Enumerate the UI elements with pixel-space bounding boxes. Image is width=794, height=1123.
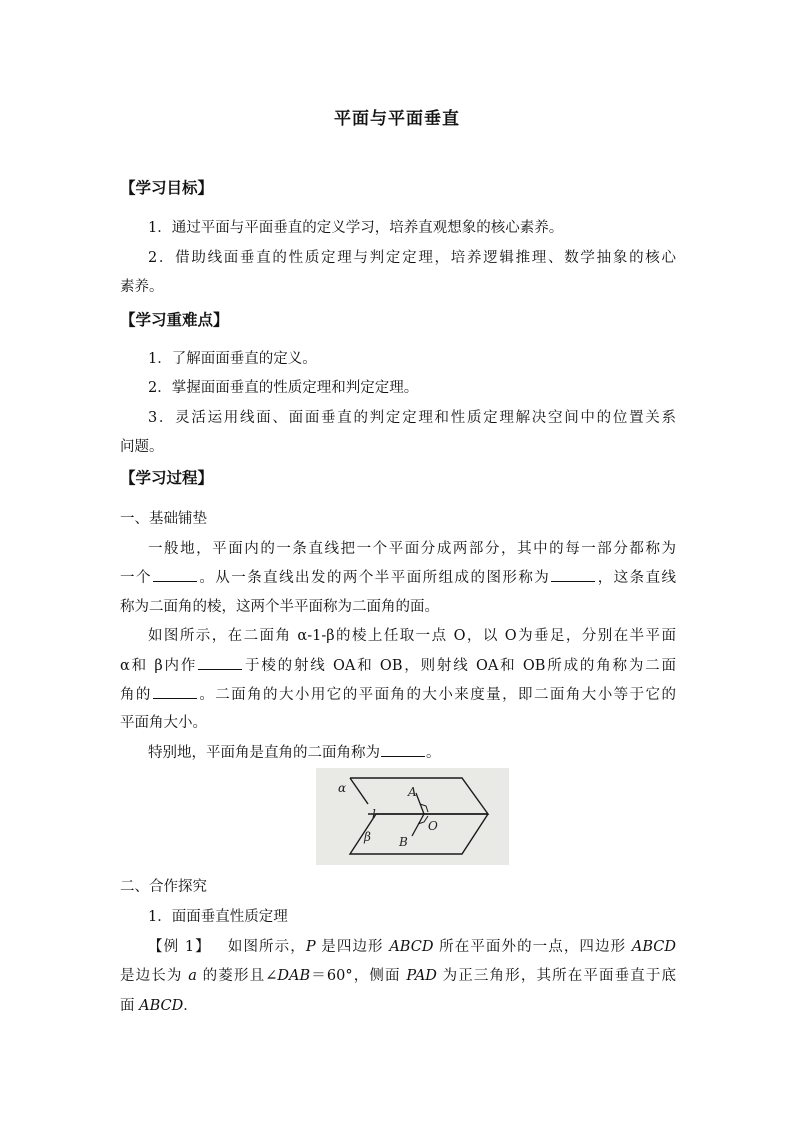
fill-blank [551,567,595,582]
math-var: a [188,968,197,984]
text-fragment: 。从一条直线出发的两个半平面所组成的图形称为 [197,570,551,586]
ray-oa [416,793,424,814]
text-fragment: 。二面角的大小用它的平面角的大小来度量，即二面角大小等于它的 [197,687,676,703]
part-1-paragraph-2-line-1: 如图所示，在二面角 α-1-β的棱上任取一点 O，以 O为垂足，分别在半平面 [148,628,676,644]
part-1-paragraph-2-line-4: 平面角大小。 [120,715,207,731]
label-alpha: α [338,781,347,795]
goal-2-line-2: 素养。 [120,279,164,295]
text-fragment: 为正三角形，其所在平面垂直于底 [436,968,677,984]
label-l: l [372,807,376,821]
text-fragment: 的菱形且∠ [196,968,278,984]
label-b: B [399,835,408,849]
part-1-heading: 一、基础铺垫 [120,511,207,527]
part-1-paragraph-3 [148,742,676,763]
text-fragment: 。 [426,745,441,761]
plane-alpha [350,778,488,814]
label-a: A [408,785,417,799]
text-fragment: 是边长为 [120,968,189,984]
part-1-paragraph-1-line-2 [120,567,676,588]
math-var: ABCD [139,998,184,1014]
label-o: O [428,819,438,833]
section-heading-process: 【学习过程】 [120,469,214,487]
difficulty-3-line-1: 3．灵活运用线面、面面垂直的判定定理和性质定理解决空间中的位置关系 [148,410,676,426]
goal-2-line-1: 2．借助线面垂直的性质定理与判定定理，培养逻辑推理、数学抽象的核心 [148,250,676,266]
ray-ob [412,814,424,836]
part-2-subheading-1: 1．面面垂直性质定理 [148,909,288,925]
page-title: 平面与平面垂直 [334,109,460,129]
text-fragment: 所在平面外的一点，四边形 [433,939,632,955]
text-fragment: 一个 [120,570,152,586]
difficulty-1: 1．了解面面垂直的定义。 [148,351,317,367]
text-fragment: 面 [120,998,140,1014]
math-var: P [305,939,316,955]
part-1-paragraph-1-line-1: 一般地，平面内的一条直线把一个平面分成两部分，其中的每一部分都称为 [148,541,676,557]
math-var: DAB [277,968,311,984]
text-fragment: ＝60°，侧面 [310,968,407,984]
example-label: 【例 1】 [148,939,211,955]
difficulty-2: 2．掌握面面垂直的性质定理和判定定理。 [148,380,419,396]
fill-blank [153,684,197,699]
part-1-paragraph-2-line-3 [120,684,676,705]
text-fragment: 如图所示， [227,939,306,955]
text-fragment: ． [183,998,198,1014]
section-heading-goals: 【学习目标】 [120,179,214,197]
math-var: ABCD [631,939,677,955]
text-fragment: ，这条直线 [596,570,677,586]
part-2-heading: 二、合作探究 [120,879,207,895]
dihedral-angle-diagram [316,768,509,865]
fill-blank [381,742,425,757]
example-1-line-2 [120,966,676,986]
difficulty-3-line-2: 问题。 [120,439,164,455]
label-beta: β [364,830,371,844]
text-fragment: α和 β内作 [120,658,198,674]
text-fragment: 特别地，平面角是直角的二面角称为 [148,745,380,761]
part-1-paragraph-2-line-2 [120,655,676,676]
plane-alpha-edge [350,778,368,804]
math-var: ABCD [389,939,434,955]
example-1-line-3 [120,996,676,1016]
section-heading-difficulty: 【学习重难点】 [120,311,229,329]
fill-blank [198,655,242,670]
example-1-line-1 [148,937,676,957]
math-var: PAD [406,968,437,984]
part-1-paragraph-1-line-3: 称为二面角的棱，这两个半平面称为二面角的面。 [120,599,439,615]
fill-blank [153,567,197,582]
text-fragment: 是四边形 [315,939,390,955]
dihedral-angle-figure [316,768,509,865]
goal-1: 1．通过平面与平面垂直的定义学习，培养直观想象的核心素养。 [148,220,564,236]
text-fragment: 角的 [120,687,152,703]
text-fragment: 于棱的射线 OA和 OB，则射线 OA和 OB所成的角称为二面 [243,658,676,674]
